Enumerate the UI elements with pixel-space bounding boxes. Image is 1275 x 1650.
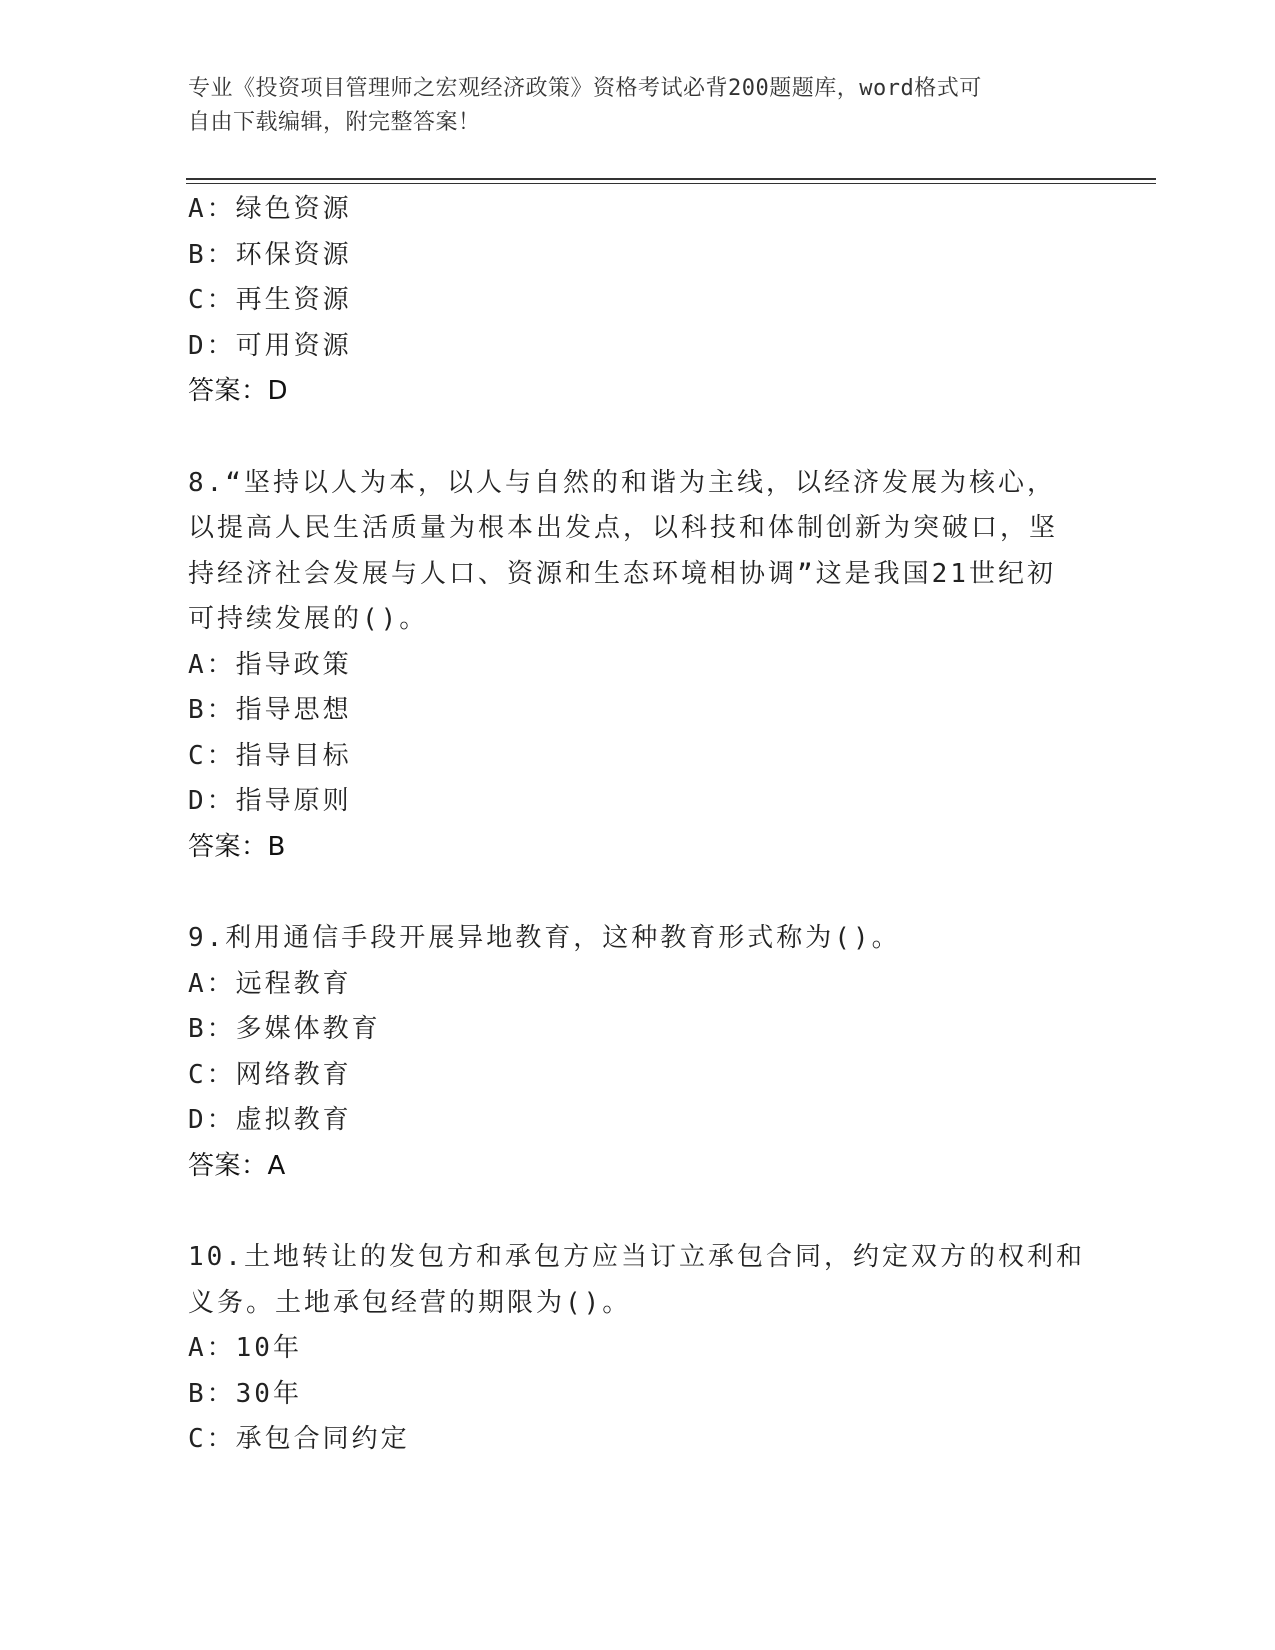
answer: 答案：A: [188, 1150, 286, 1181]
option-a: A：10年: [188, 1333, 302, 1363]
question-7: [188, 187, 1088, 415]
option-d: D：可用资源: [188, 330, 352, 361]
option-c: C：承包合同约定: [188, 1424, 410, 1454]
answer: 答案：D: [188, 376, 289, 406]
page-header: [188, 72, 1068, 140]
option-d: D：虚拟教育: [188, 1105, 352, 1135]
question-9: [188, 916, 1088, 1189]
question-8: [188, 461, 1088, 871]
option-d: D：指导原则: [188, 786, 352, 816]
question-stem: 9.利用通信手段开展异地教育，这种教育形式称为()。: [188, 923, 901, 953]
spacer: [188, 1189, 1088, 1235]
option-a: A：指导政策: [188, 649, 352, 680]
option-a: A：远程教育: [188, 968, 352, 999]
question-stem: 可持续发展的()。: [188, 604, 429, 634]
question-stem: 8.“坚持以人为本，以人与自然的和谐为主线，以经济发展为核心，: [188, 467, 1056, 498]
question-stem: 持经济社会发展与人口、资源和生态环境相协调”这是我国21世纪初: [188, 558, 1056, 589]
option-c: C：指导目标: [188, 740, 352, 771]
question-stem: 义务。土地承包经营的期限为()。: [188, 1287, 632, 1318]
header-line-1: 专业《投资项目管理师之宏观经济政策》资格考试必背200题题库，word格式可: [188, 76, 982, 101]
spacer: [188, 870, 1088, 916]
option-a: A：绿色资源: [188, 194, 352, 224]
option-c: C：网络教育: [188, 1059, 352, 1090]
answer: 答案：B: [188, 831, 286, 862]
header-divider: [186, 178, 1156, 180]
option-b: B：环保资源: [188, 239, 352, 270]
option-c: C：再生资源: [188, 285, 352, 315]
option-b: B：指导思想: [188, 695, 352, 725]
option-b: B：30年: [188, 1378, 302, 1409]
question-10: [188, 1235, 1088, 1463]
question-stem: 以提高人民生活质量为根本出发点，以科技和体制创新为突破口，坚: [188, 513, 1059, 543]
question-stem: 10.土地转让的发包方和承包方应当订立承包合同，约定双方的权利和: [188, 1242, 1085, 1272]
header-line-2: 自由下载编辑，附完整答案！: [188, 110, 481, 135]
spacer: [188, 415, 1088, 461]
option-b: B：多媒体教育: [188, 1014, 381, 1044]
document-body: [188, 187, 1088, 1463]
